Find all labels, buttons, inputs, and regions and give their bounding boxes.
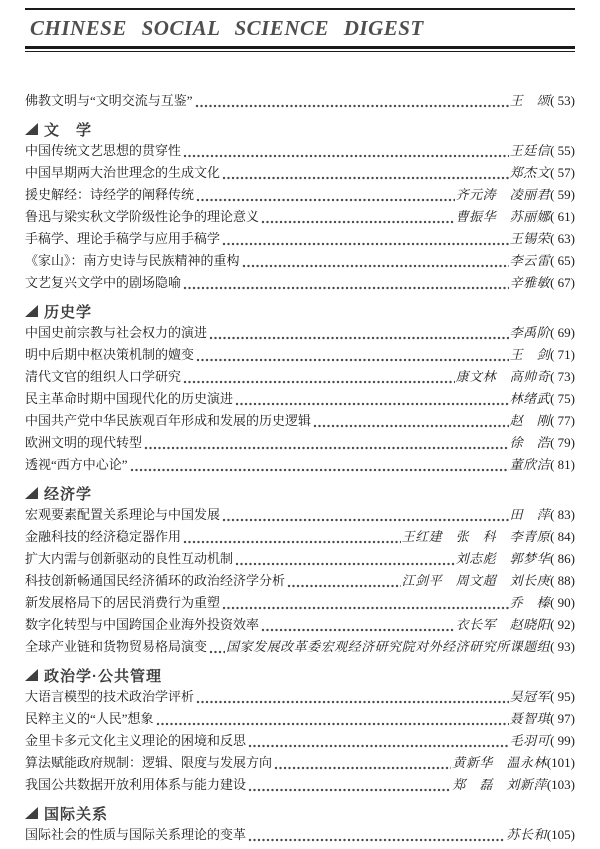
entry-page-number: ( 65) (550, 253, 575, 268)
toc-entry (25, 774, 575, 796)
entry-title: 金里卡多元文化主义理论的困境和反思 (25, 733, 247, 748)
toc-entry (25, 432, 575, 454)
entry-title: 明中后期中枢决策机制的嬗变 (25, 347, 195, 362)
entry-title: 国际社会的性质与国际关系理论的变革 (25, 827, 247, 842)
entry-authors: 李禹阶 (509, 325, 551, 340)
entry-title: 鲁迅与梁实秋文学阶级性论争的理论意义 (25, 209, 260, 224)
entry-authors: 王锡荣 (509, 231, 551, 246)
dotted-leader (183, 540, 401, 544)
toc-entry (25, 410, 575, 432)
toc-entry (25, 140, 575, 162)
toc-entry (25, 708, 575, 730)
entry-page-number: ( 53) (550, 93, 575, 108)
section-header (25, 483, 575, 504)
entry-page-number: ( 57) (550, 165, 575, 180)
section-label: 文 学 (44, 122, 93, 139)
entry-title: 数字化转型与中国跨国企业海外投资效率 (25, 617, 260, 632)
dotted-leader (196, 198, 455, 202)
entry-title: 金融科技的经济稳定器作用 (25, 529, 182, 544)
toc-entry (25, 824, 575, 846)
entry-title: 民粹主义的“人民”想象 (25, 711, 154, 726)
entry-page-number: ( 92) (550, 617, 575, 632)
section-label: 国际关系 (44, 806, 109, 823)
toc-entry (25, 752, 575, 774)
entry-page-number: (105) (546, 827, 575, 842)
dotted-leader (242, 264, 509, 268)
entry-authors: 毛羽可 (509, 733, 551, 748)
entry-title: 我国公共数据开放利用体系与能力建设 (25, 777, 247, 792)
entry-authors: 林绪武 (509, 391, 551, 406)
entry-authors: 曹振华 苏丽娜 (455, 209, 551, 224)
toc-entry (25, 344, 575, 366)
dotted-leader (248, 788, 451, 792)
entry-title: 透视“西方中心论” (25, 457, 128, 472)
toc-entry (25, 454, 575, 476)
dotted-leader (313, 424, 509, 428)
dotted-leader (248, 744, 509, 748)
toc-entry (25, 162, 575, 184)
triangle-icon (25, 487, 38, 499)
entry-title: 欧洲文明的现代转型 (25, 435, 143, 450)
entry-authors: 黄新华 温永林 (452, 755, 547, 770)
dotted-leader (209, 336, 509, 340)
dotted-leader (248, 838, 505, 842)
toc-entry (25, 614, 575, 636)
dotted-leader (222, 242, 509, 246)
entry-title: 清代文官的组织人口学研究 (25, 369, 182, 384)
section-header (25, 301, 575, 322)
toc-entry (25, 526, 575, 548)
entry-title: 中国早期两大治世理念的生成文化 (25, 165, 221, 180)
entry-page-number: ( 61) (550, 209, 575, 224)
entry-authors: 郑杰文 (509, 165, 551, 180)
entry-authors: 苏长和 (506, 827, 547, 842)
entry-title: 科技创新畅通国民经济循环的政治经济学分析 (25, 573, 286, 588)
entry-authors: 王 颂 (509, 93, 551, 108)
section-header (25, 665, 575, 686)
entry-authors: 齐元涛 凌丽君 (455, 187, 551, 202)
entry-authors: 康文林 高帅奇 (455, 369, 551, 384)
toc-entry (25, 206, 575, 228)
dotted-leader (183, 380, 455, 384)
entry-authors: 郑 磊 刘新萍 (452, 777, 547, 792)
entry-authors: 王廷信 (509, 143, 551, 158)
dotted-leader (183, 286, 509, 290)
digest-contents-page (0, 8, 600, 846)
entry-page-number: ( 84) (550, 529, 575, 544)
dotted-leader (222, 606, 509, 610)
entry-title: 宏观要素配置关系理论与中国发展 (25, 507, 221, 522)
entry-title: 算法赋能政府规制：逻辑、限度与发展方向 (25, 755, 273, 770)
toc-entry (25, 184, 575, 206)
entry-page-number: ( 99) (550, 733, 575, 748)
entry-title: 新发展格局下的居民消费行为重塑 (25, 595, 221, 610)
entry-authors: 江剑平 周文超 刘长庚 (401, 573, 551, 588)
entry-page-number: (103) (546, 777, 575, 792)
entry-title: 手稿学、理论手稿学与应用手稿学 (25, 231, 221, 246)
section-header (25, 119, 575, 140)
entry-page-number: ( 71) (550, 347, 575, 362)
entry-authors: 董欣洁 (509, 457, 551, 472)
toc-entry (25, 228, 575, 250)
entry-page-number: ( 83) (550, 507, 575, 522)
entry-title: 文艺复兴文学中的剧场隐喻 (25, 275, 182, 290)
entry-authors: 刘志彪 郭梦华 (455, 551, 551, 566)
entry-page-number: ( 88) (550, 573, 575, 588)
entry-title: 扩大内需与创新驱动的良性互动机制 (25, 551, 234, 566)
entry-title: 中国史前宗教与社会权力的演进 (25, 325, 208, 340)
dotted-leader (261, 220, 455, 224)
triangle-icon (25, 669, 38, 681)
entry-page-number: ( 69) (550, 325, 575, 340)
entry-title: 中国共产党中华民族观百年形成和发展的历史逻辑 (25, 413, 312, 428)
entry-page-number: ( 55) (550, 143, 575, 158)
entry-title: 大语言模型的技术政治学评析 (25, 689, 195, 704)
entry-title: 中国传统文艺思想的贯穿性 (25, 143, 182, 158)
dotted-leader (261, 628, 455, 632)
entry-authors: 国家发展改革委宏观经济研究院对外经济研究所课题组 (226, 639, 551, 654)
toc-entry (25, 504, 575, 526)
dotted-leader (274, 766, 451, 770)
entry-title: 援史解经：诗经学的阐释传统 (25, 187, 195, 202)
entry-page-number: ( 97) (550, 711, 575, 726)
entry-page-number: ( 73) (550, 369, 575, 384)
entry-page-number: ( 86) (550, 551, 575, 566)
entry-authors: 吴冠军 (509, 689, 551, 704)
dotted-leader (196, 700, 509, 704)
section-label: 历史学 (44, 304, 93, 321)
entry-authors: 王 剑 (509, 347, 551, 362)
section-label: 经济学 (44, 486, 93, 503)
dotted-leader (287, 584, 401, 588)
entry-authors: 衣长军 赵晓阳 (455, 617, 551, 632)
toc-entry (25, 322, 575, 344)
entry-page-number: ( 59) (550, 187, 575, 202)
entry-title: 全球产业链和货物贸易格局演变 (25, 639, 208, 654)
entry-page-number: ( 77) (550, 413, 575, 428)
masthead-title: CHINESE SOCIAL SCIENCE DIGEST (30, 16, 424, 40)
dotted-leader (195, 104, 509, 108)
triangle-icon (25, 305, 38, 317)
toc-entry (25, 272, 575, 294)
entry-page-number: ( 63) (550, 231, 575, 246)
dotted-leader (235, 562, 455, 566)
entry-page-number: ( 93) (550, 639, 575, 654)
entry-page-number: ( 67) (550, 275, 575, 290)
dotted-leader (222, 518, 509, 522)
entry-page-number: ( 79) (550, 435, 575, 450)
table-of-contents (25, 90, 575, 846)
entry-authors: 田 萍 (509, 507, 551, 522)
toc-entry (25, 388, 575, 410)
entry-page-number: ( 75) (550, 391, 575, 406)
entry-authors: 辛雅敏 (509, 275, 551, 290)
toc-entry (25, 90, 575, 112)
entry-authors: 乔 榛 (509, 595, 551, 610)
triangle-icon (25, 807, 38, 819)
masthead (25, 8, 575, 52)
dotted-leader (235, 402, 509, 406)
section-label: 政治学·公共管理 (44, 668, 162, 685)
dotted-leader (130, 468, 509, 472)
entry-authors: 王红建 张 科 李青原 (401, 529, 551, 544)
toc-entry (25, 366, 575, 388)
section-header (25, 803, 575, 824)
toc-entry (25, 570, 575, 592)
entry-page-number: ( 95) (550, 689, 575, 704)
entry-title: 《家山》：南方史诗与民族精神的重构 (25, 253, 240, 268)
dotted-leader (156, 722, 509, 726)
toc-entry (25, 636, 575, 658)
entry-authors: 聂智琪 (509, 711, 551, 726)
dotted-leader (222, 176, 509, 180)
entry-page-number: ( 90) (550, 595, 575, 610)
toc-entry (25, 730, 575, 752)
entry-page-number: ( 81) (550, 457, 575, 472)
entry-title: 佛教文明与“文明交流与互鉴” (25, 93, 193, 108)
toc-entry (25, 686, 575, 708)
masthead-rule-bottom (25, 46, 575, 52)
triangle-icon (25, 123, 38, 135)
entry-authors: 徐 浩 (509, 435, 551, 450)
entry-authors: 赵 刚 (509, 413, 551, 428)
entry-title: 民主革命时期中国现代化的历史演进 (25, 391, 234, 406)
toc-entry (25, 548, 575, 570)
toc-entry (25, 250, 575, 272)
dotted-leader (209, 650, 225, 654)
entry-page-number: (101) (546, 755, 575, 770)
dotted-leader (183, 154, 509, 158)
toc-entry (25, 592, 575, 614)
dotted-leader (144, 446, 509, 450)
dotted-leader (196, 358, 509, 362)
entry-authors: 李云雷 (509, 253, 551, 268)
